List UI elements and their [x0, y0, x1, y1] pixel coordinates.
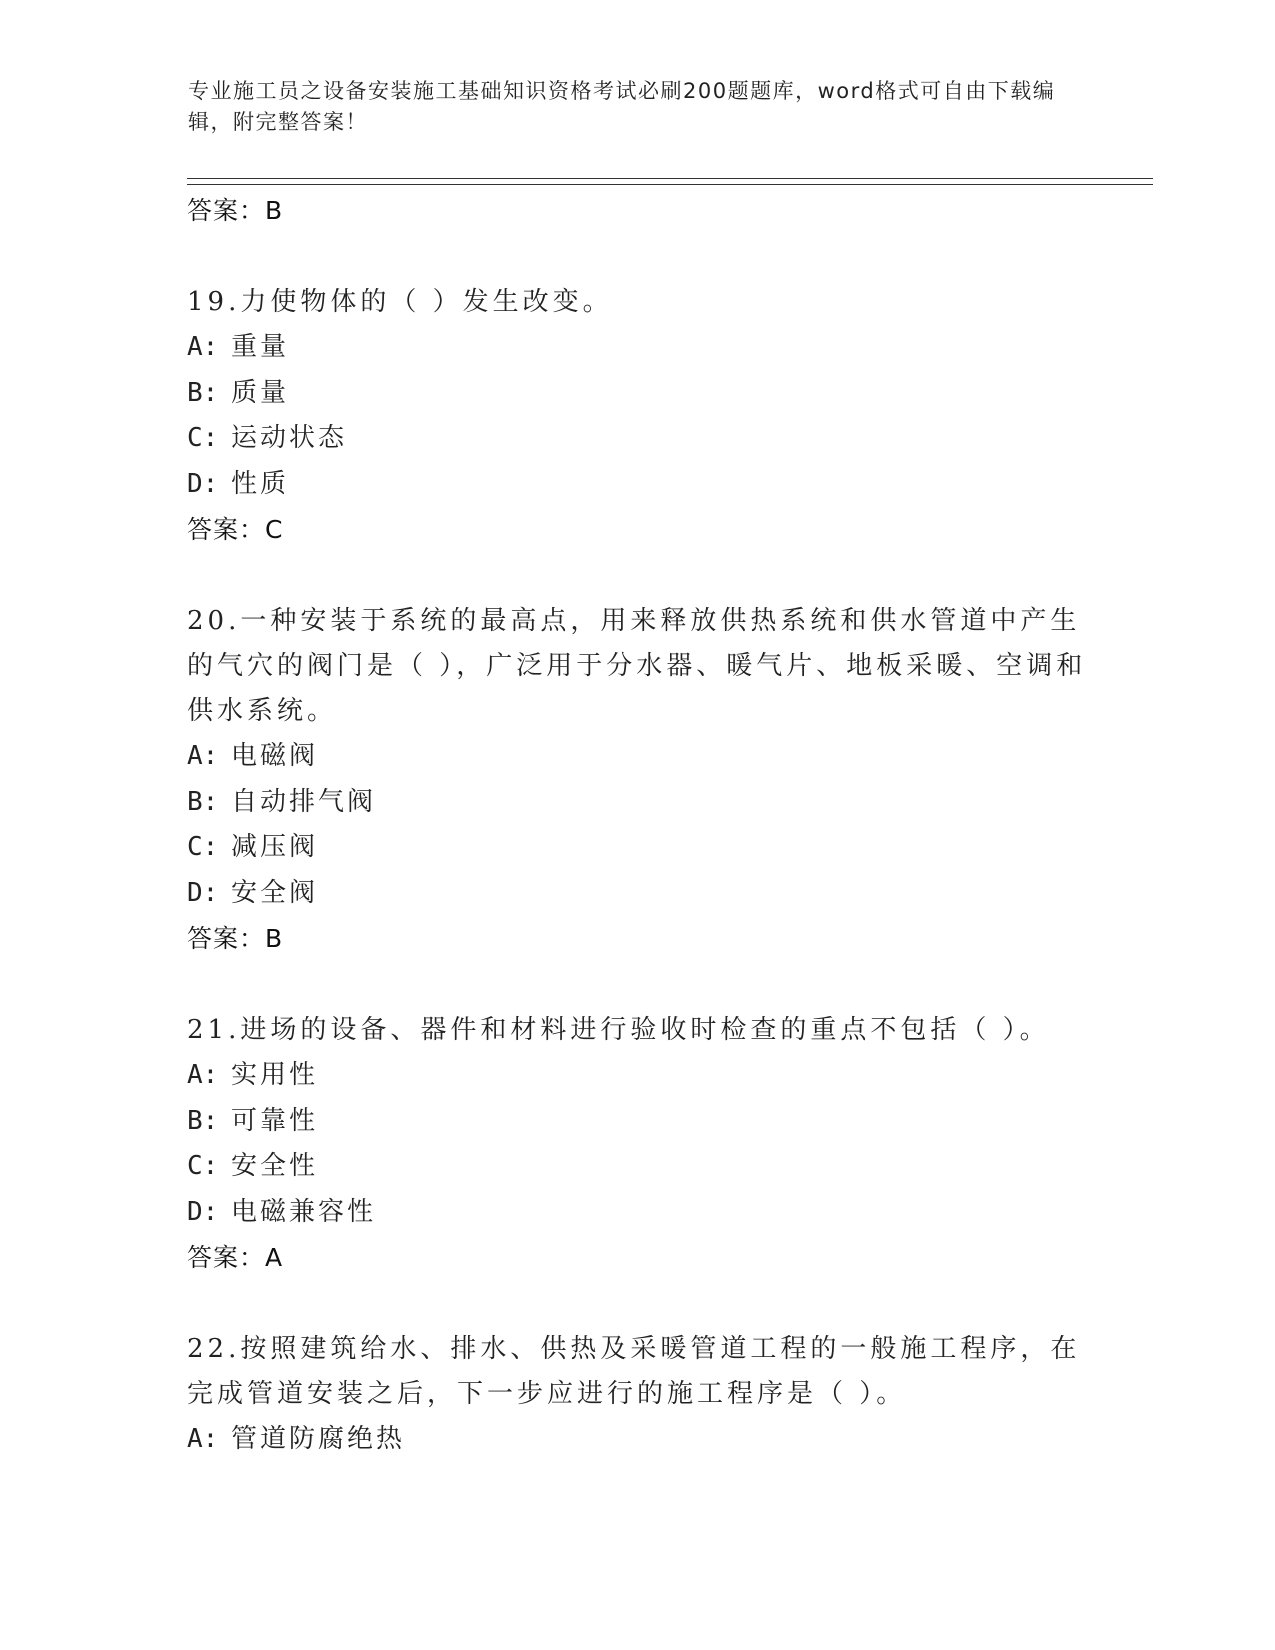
spacer	[187, 552, 1087, 599]
option-letter: B:	[187, 786, 219, 817]
option-a	[187, 1417, 1087, 1463]
option-letter: A:	[187, 332, 219, 362]
question-text: 22.按照建筑给水、排水、供热及采暖管道工程的一般施工程序，在完成管道安装之后，下一步应进行的施工程序是（ ）。	[187, 1334, 1081, 1409]
option-text: 实用性	[231, 1060, 319, 1090]
option-letter: D:	[187, 877, 219, 908]
option-text: 安全阀	[231, 877, 319, 908]
option-a	[187, 325, 1087, 371]
option-text: 性质	[231, 468, 290, 499]
option-d	[187, 462, 1087, 508]
option-letter: C:	[187, 423, 219, 453]
option-text: 电磁阀	[231, 741, 319, 771]
option-letter: A:	[187, 741, 219, 771]
question-22	[187, 1327, 1087, 1463]
spacer	[187, 1280, 1087, 1327]
header-divider	[187, 178, 1153, 185]
question-content	[187, 188, 1087, 1463]
answer-line	[187, 1235, 1087, 1280]
option-b	[187, 371, 1087, 417]
answer-label: 答案：	[187, 515, 266, 544]
answer-line	[187, 507, 1087, 552]
answer-label: 答案：	[187, 924, 266, 953]
question-text: 19.力使物体的（ ）发生改变。	[187, 287, 613, 317]
answer-value: B	[265, 924, 284, 953]
option-letter: A:	[187, 1060, 219, 1090]
spacer	[187, 233, 1087, 280]
answer-line-prev	[187, 188, 1087, 233]
option-text: 管道防腐绝热	[231, 1424, 406, 1454]
option-a	[187, 1053, 1087, 1099]
question-text: 21.进场的设备、器件和材料进行验收时检查的重点不包括（ ）。	[187, 1015, 1050, 1045]
option-letter: A:	[187, 1424, 219, 1454]
answer-value: B	[265, 196, 284, 225]
question-21	[187, 1008, 1087, 1280]
answer-value: A	[265, 1243, 284, 1272]
option-text: 自动排气阀	[231, 786, 377, 817]
option-text: 电磁兼容性	[231, 1196, 377, 1227]
option-d	[187, 1190, 1087, 1236]
option-c	[187, 1144, 1087, 1190]
question-19	[187, 280, 1087, 552]
option-text: 质量	[231, 377, 290, 408]
option-letter: B:	[187, 1105, 219, 1136]
option-letter: C:	[187, 832, 219, 862]
option-text: 安全性	[231, 1151, 319, 1181]
document-header: 专业施工员之设备安装施工基础知识资格考试必刷200题题库，word格式可自由下载编辑，附完整答案！	[188, 79, 1056, 134]
option-text: 可靠性	[231, 1105, 319, 1136]
option-b	[187, 780, 1087, 826]
answer-label: 答案：	[187, 1243, 266, 1272]
option-letter: D:	[187, 1196, 219, 1227]
option-letter: B:	[187, 377, 219, 408]
option-text: 运动状态	[231, 423, 348, 453]
option-letter: D:	[187, 468, 219, 499]
answer-label: 答案：	[187, 196, 266, 225]
answer-value: C	[265, 515, 284, 544]
option-text: 减压阀	[231, 832, 319, 862]
question-20	[187, 599, 1087, 961]
option-text: 重量	[231, 332, 290, 362]
option-c	[187, 825, 1087, 871]
question-text: 20.一种安装于系统的最高点，用来释放供热系统和供水管道中产生的气穴的阀门是（ ），广泛用于分水器、暖气片、地板采暖、空调和供水系统。	[187, 606, 1087, 726]
spacer	[187, 961, 1087, 1008]
option-b	[187, 1099, 1087, 1145]
option-d	[187, 871, 1087, 917]
answer-line	[187, 916, 1087, 961]
option-letter: C:	[187, 1151, 219, 1181]
option-c	[187, 416, 1087, 462]
option-a	[187, 734, 1087, 780]
